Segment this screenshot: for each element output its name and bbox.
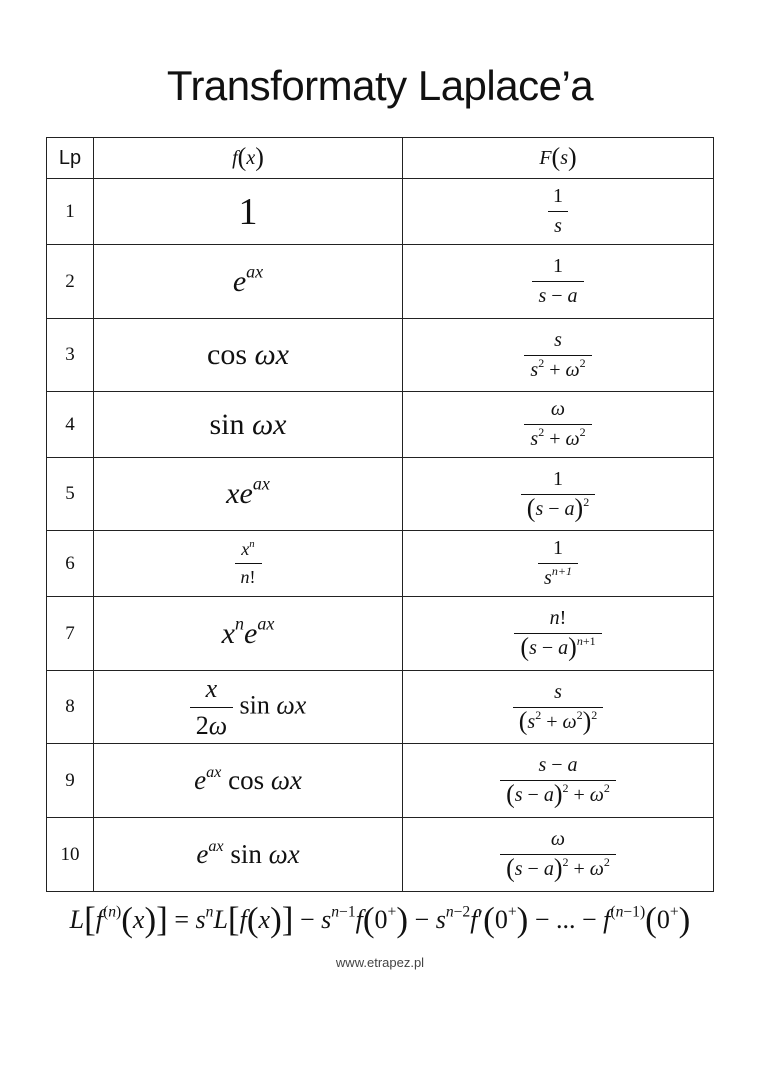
f-of-x-cell: $\frac{x}{2\omega}$ sin ωx [94, 671, 403, 744]
f-of-x-cell: $xe^{ax}$ [94, 458, 403, 531]
row-number: 6 [47, 531, 94, 597]
header-F-of-s: F(s) [403, 138, 714, 179]
table-row [47, 531, 714, 597]
row-number: 2 [47, 245, 94, 319]
f-of-x-cell: $e^{ax}$ sin ωx [94, 818, 403, 892]
F-of-s-cell: $\frac{1}{s^{n+1}}$ [403, 531, 714, 597]
row-number: 10 [47, 818, 94, 892]
header-f-variable: x [246, 146, 256, 169]
F-of-s-cell: $\frac{1}{(s - a)^2}$ [403, 458, 714, 531]
f-of-x-cell: sin ωx [94, 392, 403, 458]
f-of-x-cell: 1 [94, 179, 403, 245]
table-row [47, 245, 714, 319]
header-f-of-x: f(x) [94, 138, 403, 179]
row-number: 8 [47, 671, 94, 744]
row-number: 7 [47, 597, 94, 671]
f-of-x-cell: $e^{ax}$ [94, 245, 403, 319]
derivative-transform-formula: $L[f^{(n)}(x)] = s^nL[f(x)] - s^{n-1}f(0^+) - s^{n-2}f'(0^+)$ − ... − $f^{(n-1)}(0^+)$ [69, 899, 691, 939]
table-row [47, 818, 714, 892]
table-header-row [47, 138, 714, 179]
F-of-s-cell: $\frac{1}{s - a}$ [403, 245, 714, 319]
header-f-name: f [232, 146, 238, 169]
table-row [47, 319, 714, 392]
F-of-s-cell: $\frac{s - a}{(s - a)^2 + \omega^2}$ [403, 744, 714, 818]
table-row [47, 744, 714, 818]
f-of-x-cell: $\frac{x^n}{n!}$ [94, 531, 403, 597]
table-row [47, 458, 714, 531]
header-lp: Lp [47, 138, 94, 179]
row-number: 4 [47, 392, 94, 458]
row-number: 9 [47, 744, 94, 818]
F-of-s-cell: $\frac{s}{s^2 + \omega^2}$ [403, 319, 714, 392]
f-of-x-cell: $e^{ax}$ cos ωx [94, 744, 403, 818]
header-F-variable: s [560, 146, 568, 169]
header-F-name: F [539, 146, 552, 169]
table-row [47, 597, 714, 671]
website-footer: www.etrapez.pl [335, 955, 425, 970]
F-of-s-cell: $\frac{n!}{(s - a)^{n+1}}$ [403, 597, 714, 671]
f-of-x-cell: cos ωx [94, 319, 403, 392]
row-number: 5 [47, 458, 94, 531]
table-row [47, 179, 714, 245]
F-of-s-cell: $\frac{s}{(s^2 + \omega^2)^2}$ [403, 671, 714, 744]
row-number: 1 [47, 179, 94, 245]
page-title: Transformaty Laplace’a [166, 62, 594, 109]
F-of-s-cell: $\frac{\omega}{(s - a)^2 + \omega^2}$ [403, 818, 714, 892]
table-row [47, 392, 714, 458]
F-of-s-cell: $\frac{\omega}{s^2 + \omega^2}$ [403, 392, 714, 458]
F-of-s-cell: $\frac{1}{s}$ [403, 179, 714, 245]
f-of-x-cell: $x^ne^{ax}$ [94, 597, 403, 671]
table-row [47, 671, 714, 744]
laplace-table [46, 137, 714, 892]
row-number: 3 [47, 319, 94, 392]
